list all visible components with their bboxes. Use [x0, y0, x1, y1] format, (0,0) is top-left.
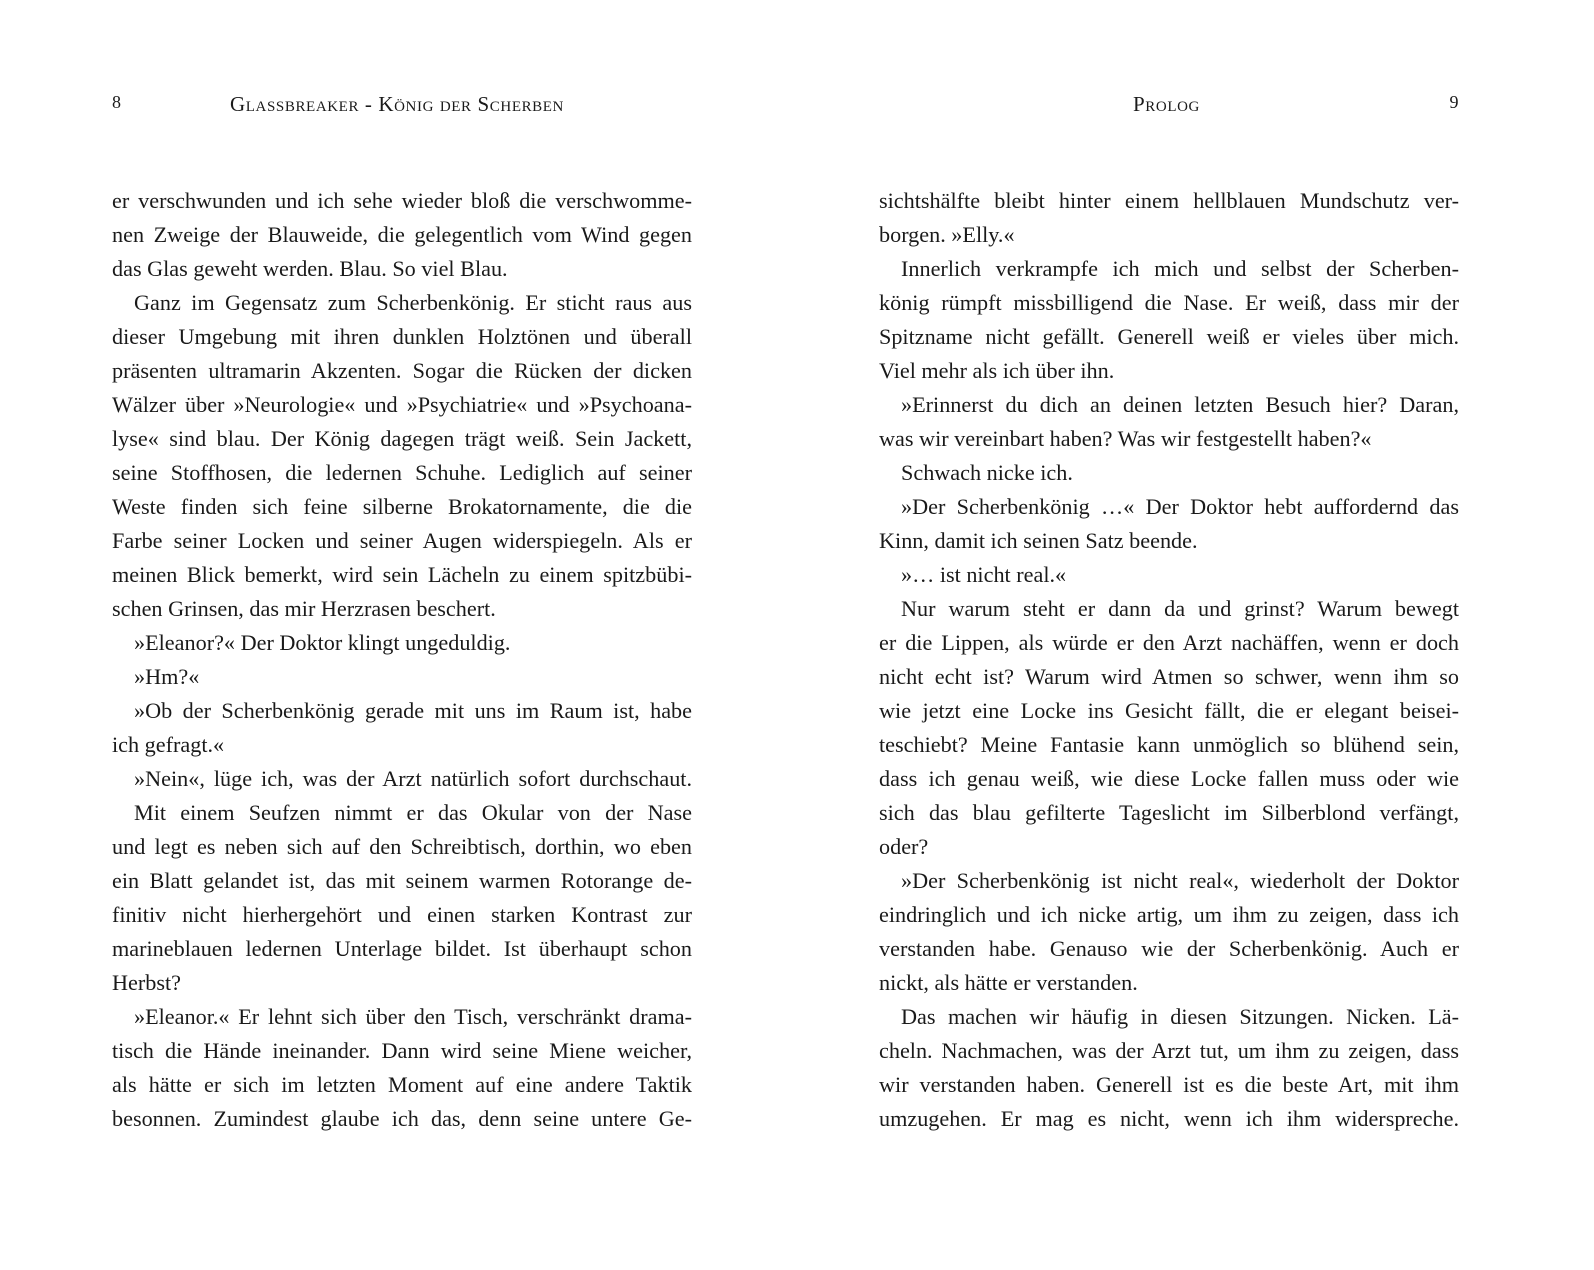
text-line: Das machen wir häufig in diesen Sitzungen. Nicken. Lä- [901, 1004, 1459, 1029]
text-line: tisch die Hände ineinander. Dann wird seine Miene weicher, [112, 1038, 692, 1063]
text-line: umzugehen. Er mag es nicht, wenn ich ihm widerspreche. [879, 1106, 1459, 1131]
text-line: borgen. »Elly.« [879, 222, 1015, 247]
text-line: und legt es neben sich auf den Schreibtisch, dorthin, wo eben [112, 834, 692, 859]
text-line: seine Stoffhosen, die ledernen Schuhe. Lediglich auf seiner [112, 460, 692, 485]
text-line: »Der Scherbenkönig ist nicht real«, wiederholt der Doktor [901, 868, 1459, 893]
text-line: marineblauen ledernen Unterlage bildet. Ist überhaupt schon [112, 936, 692, 961]
text-line: meinen Blick bemerkt, wird sein Lächeln zu einem spitzbübi- [112, 562, 692, 587]
page-number: 9 [1449, 92, 1459, 112]
text-line: »… ist nicht real.« [901, 562, 1067, 587]
text-line: »Erinnerst du dich an deinen letzten Besuch hier? Daran, [901, 392, 1459, 417]
text-line: besonnen. Zumindest glaube ich das, denn seine untere Ge- [112, 1106, 692, 1131]
running-title: Glassbreaker - König der Scherben [230, 92, 564, 116]
body-text [879, 184, 1459, 1136]
text-line: cheln. Nachmachen, was der Arzt tut, um ihm zu zeigen, dass [879, 1038, 1459, 1063]
text-line: dass ich genau weiß, wie diese Locke fallen muss oder wie [879, 766, 1459, 791]
text-line: nickt, als hätte er verstanden. [879, 970, 1138, 995]
text-line: ich gefragt.« [112, 732, 225, 757]
text-line: Innerlich verkrampfe ich mich und selbst der Scherben- [901, 256, 1459, 281]
text-line: Nur warum steht er dann da und grinst? Warum bewegt [901, 596, 1459, 621]
text-line: Mit einem Seufzen nimmt er das Okular von der Nase [134, 800, 692, 825]
text-line: präsenten ultramarin Akzenten. Sogar die Rücken der dicken [112, 358, 692, 383]
text-line: lyse« sind blau. Der König dagegen trägt weiß. Sein Jackett, [112, 426, 692, 451]
text-line: verstanden habe. Genauso wie der Scherbenkönig. Auch er [879, 936, 1459, 961]
text-line: Farbe seiner Locken und seiner Augen widerspiegeln. Als er [112, 528, 692, 553]
text-line: sichtshälfte bleibt hinter einem hellblauen Mundschutz ver- [879, 188, 1459, 213]
text-line: nicht echt ist? Warum wird Atmen so schwer, wenn ihm so [879, 664, 1459, 689]
text-line: oder? [879, 834, 929, 859]
text-line: nen Zweige der Blauweide, die gelegentlich vom Wind gegen [112, 222, 692, 247]
text-line: Viel mehr als ich über ihn. [879, 358, 1115, 383]
text-line: »Hm?« [134, 664, 200, 689]
text-line: »Nein«, lüge ich, was der Arzt natürlich sofort durchschaut. [134, 766, 692, 791]
text-line: Schwach nicke ich. [901, 460, 1073, 485]
text-line: er die Lippen, als würde er den Arzt nachäffen, wenn er doch [879, 630, 1459, 655]
text-line: »Ob der Scherbenkönig gerade mit uns im Raum ist, habe [134, 698, 692, 723]
running-title: Prolog [1133, 92, 1200, 116]
text-line: schen Grinsen, das mir Herzrasen beschert. [112, 596, 496, 621]
text-line: Kinn, damit ich seinen Satz beende. [879, 528, 1198, 553]
body-text [112, 184, 692, 1136]
text-line: teschiebt? Meine Fantasie kann unmöglich so blühend sein, [879, 732, 1459, 757]
text-line: »Eleanor.« Er lehnt sich über den Tisch, verschränkt drama- [134, 1004, 692, 1029]
text-line: wir verstanden haben. Generell ist es die beste Art, mit ihm [879, 1072, 1459, 1097]
text-line: Herbst? [112, 970, 182, 995]
text-line: was wir vereinbart haben? Was wir festgestellt haben?« [879, 426, 1372, 451]
text-line: könig rümpft missbilligend die Nase. Er weiß, dass mir der [879, 290, 1459, 315]
page-number: 8 [112, 92, 122, 112]
left-page [112, 0, 692, 1270]
text-line: Wälzer über »Neurologie« und »Psychiatrie« und »Psychoana- [112, 392, 692, 417]
text-line: er verschwunden und ich sehe wieder bloß die verschwomme- [112, 188, 692, 213]
text-line: Spitzname nicht gefällt. Generell weiß er vieles über mich. [879, 324, 1459, 349]
text-line: wie jetzt eine Locke ins Gesicht fällt, die er elegant beisei- [879, 698, 1459, 723]
text-line: sich das blau gefilterte Tageslicht im Silberblond verfängt, [879, 800, 1459, 825]
text-line: Weste finden sich feine silberne Brokatornamente, die die [112, 494, 692, 519]
text-line: dieser Umgebung mit ihren dunklen Holztönen und überall [112, 324, 692, 349]
text-line: Ganz im Gegensatz zum Scherbenkönig. Er sticht raus aus [134, 290, 692, 315]
left-page-header [112, 92, 692, 122]
text-line: »Eleanor?« Der Doktor klingt ungeduldig. [134, 630, 511, 655]
right-page-header [879, 92, 1459, 122]
text-line: »Der Scherbenkönig …« Der Doktor hebt auffordernd das [901, 494, 1459, 519]
text-line: finitiv nicht hierhergehört und einen starken Kontrast zur [112, 902, 692, 927]
text-line: eindringlich und ich nicke artig, um ihm zu zeigen, dass ich [879, 902, 1459, 927]
text-line: das Glas geweht werden. Blau. So viel Blau. [112, 256, 508, 281]
text-line: als hätte er sich im letzten Moment auf eine andere Taktik [112, 1072, 692, 1097]
right-page [879, 0, 1459, 1270]
text-line: ein Blatt gelandet ist, das mit seinem warmen Rotorange de- [112, 868, 692, 893]
